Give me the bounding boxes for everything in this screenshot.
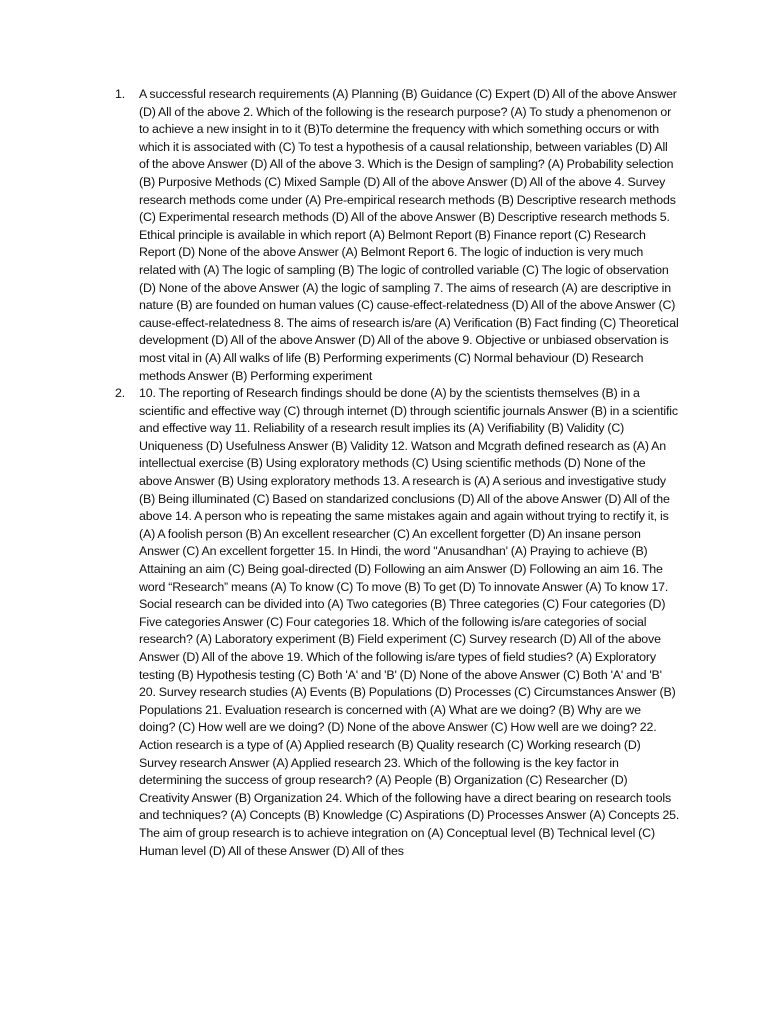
list-item-text: A successful research requirements (A) Planning (B) Guidance (C) Expert (D) All of the above Answer (D) All of the above 2. Which of the following is the research purpose? (A) To study a phenomenon or to achieve a new insight in to it (B)To determine the frequency with which something occurs or with which it is associated with (C) To test a hypothesis of a causal relationship, between variables (D) All of the above Answer (D) All of the above 3. Which is the Design of sampling? (A) Probability selection (B) Purposive Methods (C) Mixed Sample (D) All of the above Answer (D) All of the above 4. Survey research methods come under (A) Pre-empirical research methods (B) Descriptive research methods (C) Experimental research methods (D) All of the above Answer (B) Descriptive research methods 5. Ethical principle is available in which report (A) Belmont Report (B) Finance report (C) Research Report (D) None of the above Answer (A) Belmont Report 6. The logic of induction is very much related with (A) The logic of sampling (B) The logic of controlled variable (C) The logic of observation (D) None of the above Answer (A) the logic of sampling 7. The aims of research (A) are descriptive in nature (B) are founded on human values (C) cause-effect-relatedness (D) All of the above Answer (C) cause-effect-relatedness 8. The aims of research is/are (A) Verification (B) Fact finding (C) Theoretical development (D) All of the above Answer (D) All of the above 9. Objective or unbiased observation is most vital in (A) All walks of life (B) Performing experiments (C) Normal behaviour (D) Research methods Answer (B) Performing experiment [139, 87, 679, 383]
list-item-number: 1. [115, 87, 126, 101]
list-item [110, 86, 680, 385]
list-item-text: 10. The reporting of Research findings should be done (A) by the scientists themselves (B) in a scientific and effective way (C) through internet (D) through scientific journals Answer (B) in a scientific and effective way 11. Reliability of a research result implies its (A) Verifiability (B) Validity (C) Uniqueness (D) Usefulness Answer (B) Validity 12. Watson and Mcgrath defined research as (A) An intellectual exercise (B) Using exploratory methods (C) Using scientific methods (D) None of the above Answer (B) Using exploratory methods 13. A research is (A) A serious and investigative study (B) Being illuminated (C) Based on standarized conclusions (D) All of the above Answer (D) All of the above 14. A person who is repeating the same mistakes again and again without trying to rectify it, is (A) A foolish person (B) An excellent researcher (C) An excellent forgetter (D) An insane person Answer (C) An excellent forgetter 15. In Hindi, the word "Anusandhan' (A) Praying to achieve (B) Attaining an aim (C) Being goal-directed (D) Following an aim Answer (D) Following an aim 16. The word “Research” means (A) To know (C) To move (B) To get (D) To innovate Answer (A) To know 17. Social research can be divided into (A) Two categories (B) Three categories (C) Four categories (D) Five categories Answer (C) Four categories 18. Which of the following is/are categories of social research? (A) Laboratory experiment (B) Field experiment (C) Survey research (D) All of the above Answer (D) All of the above 19. Which of the following is/are types of field studies? (A) Exploratory testing (B) Hypothesis testing (C) Both 'A' and 'B' (D) None of the above Answer (C) Both 'A' and 'B' 20. Survey research studies (A) Events (B) Populations (D) Processes (C) Circumstances Answer (B) Populations 21. Evaluation research is concerned with (A) What are we doing? (B) Why are we doing? (C) How well are we doing? (D) None of the above Answer (C) How well are we doing? 22. Action research is a type of (A) Applied research (B) Quality research (C) Working research (D) Survey research Answer (A) Applied research 23. Which of the following is the key factor in determining the success of group research? (A) People (B) Organization (C) Researcher (D) Creativity Answer (B) Organization 24. Which of the following have a direct bearing on research tools and techniques? (A) Concepts (B) Knowledge (C) Aspirations (D) Processes Answer (A) Concepts 25. The aim of group research is to achieve integration on (A) Conceptual level (B) Technical level (C) Human level (D) All of these Answer (D) All of thes [139, 386, 680, 858]
list-item-number: 2. [115, 386, 126, 401]
numbered-list [110, 86, 680, 860]
list-item [110, 385, 680, 860]
